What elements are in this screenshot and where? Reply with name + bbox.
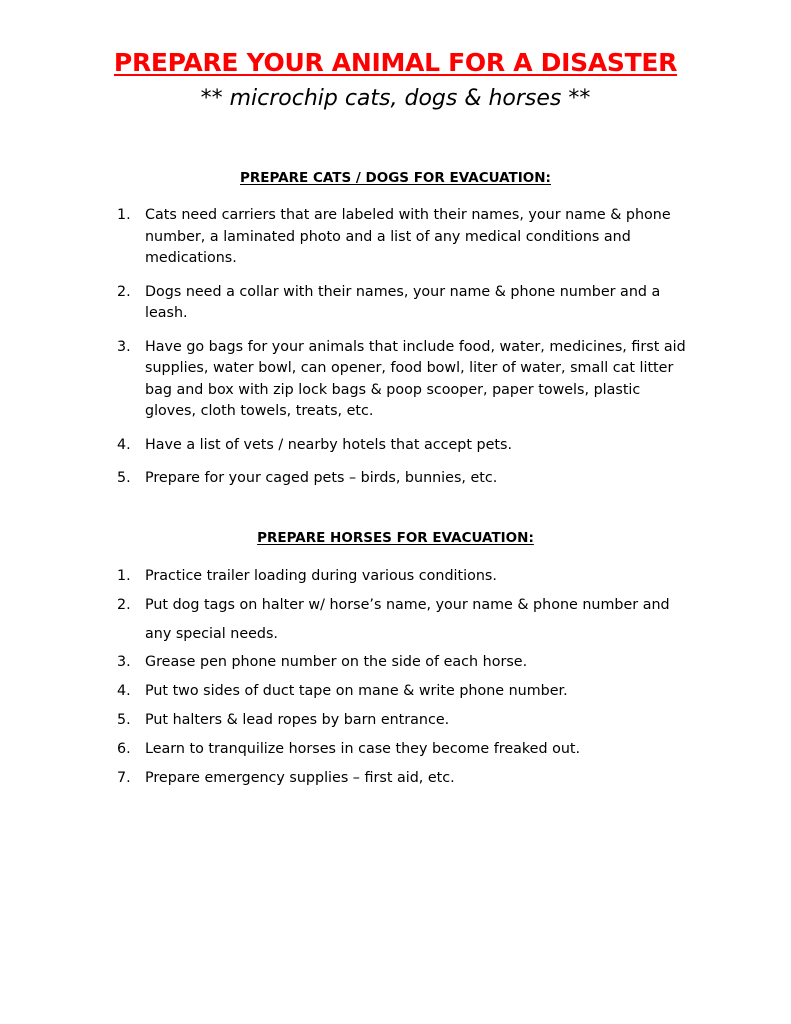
list-item-number: 4. [117,683,131,699]
horses-list [117,566,687,797]
list-item [117,652,687,674]
list-item [117,205,687,270]
cats-dogs-section-heading: PREPARE CATS / DOGS FOR EVACUATION: [240,170,551,186]
list-item-text: Practice trailer loading during various conditions. [145,568,497,584]
list-item-text: Prepare emergency supplies – first aid, etc. [145,770,455,786]
list-item-number: 1. [117,568,131,584]
list-item-number: 6. [117,741,131,757]
list-item-text: Have go bags for your animals that include food, water, medicines, first aid supplies, water bowl, can opener, food bowl, liter of water, small cat litter bag and box with zip lock bags & poop scooper, paper towels, plastic gloves, cloth towels, treats, etc. [145,338,686,419]
list-item-number: 4. [117,436,131,453]
list-item-number: 5. [117,712,131,728]
list-item [117,768,687,790]
list-item [117,282,687,325]
list-item-text: Prepare for your caged pets – birds, bunnies, etc. [145,470,498,486]
list-item [117,337,687,423]
list-item-number: 7. [117,770,131,786]
list-item-number: 5. [117,470,131,486]
list-item-text: Cats need carriers that are labeled with their names, your name & phone number, a laminated photo and a list of any medical conditions and medications. [145,207,671,266]
list-item-text: Put two sides of duct tape on mane & write phone number. [145,683,568,699]
list-item [117,681,687,703]
list-item [117,591,687,649]
list-item-text: Have a list of vets / nearby hotels that accept pets. [145,436,513,453]
list-item-number: 3. [117,338,131,355]
list-item-number: 2. [117,597,131,613]
list-item-number: 2. [117,283,131,300]
list-item-text: Grease pen phone number on the side of each horse. [145,654,528,670]
page-title: PREPARE YOUR ANIMAL FOR A DISASTER [113,48,678,77]
list-item-number: 3. [117,654,131,670]
horses-section-heading: PREPARE HORSES FOR EVACUATION: [257,530,534,546]
list-item [117,739,687,761]
list-item-text: Put halters & lead ropes by barn entrance. [145,712,450,728]
list-item-text: Dogs need a collar with their names, your name & phone number and a leash. [145,283,661,321]
page-subtitle: ** microchip cats, dogs & horses ** [200,86,591,111]
list-item [117,435,687,457]
list-item [117,468,687,490]
list-item [117,566,687,588]
list-item-number: 1. [117,207,131,223]
cats-dogs-list [117,205,687,502]
list-item-text: Put dog tags on halter w/ horse’s name, your name & phone number and any special needs. [145,597,670,642]
list-item [117,710,687,732]
list-item-text: Learn to tranquilize horses in case they become freaked out. [145,741,581,757]
